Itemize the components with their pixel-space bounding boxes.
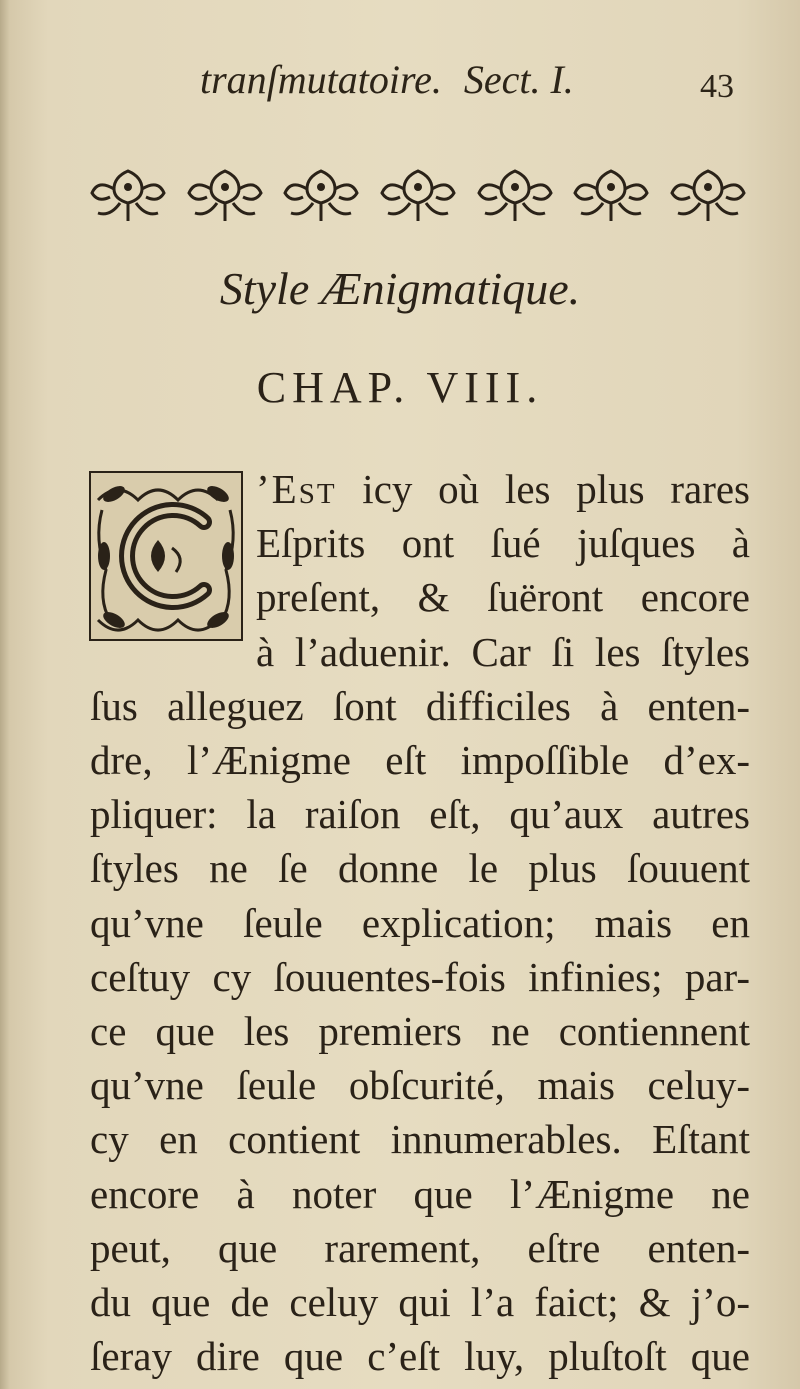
body-line: preſent, & ſuëront encore — [256, 574, 750, 621]
page-number: 43 — [700, 68, 734, 105]
body-line: Eſprits ont ſué juſques à — [256, 520, 750, 567]
fleuron-ornament-band — [88, 155, 748, 235]
style-subtitle: Style Ænigmatique. — [219, 263, 581, 314]
body-line: dre, l’Ænigme eſt impoſſible d’ex- — [90, 737, 750, 784]
body-line: cy en contient innumerables. Eſtant — [90, 1116, 750, 1163]
body-line: pliquer: la raiſon eſt, qu’aux autres — [90, 791, 750, 838]
body-line: peut, que rarement, eſtre enten- — [90, 1224, 750, 1271]
body-line: à l’aduenir. Car ſi les ſtyles — [256, 628, 750, 675]
body-line: ſus alleguez ſont difficiles à enten- — [90, 682, 750, 729]
body-line: ſeray dire que c’eſt luy, pluſtoſt que — [90, 1333, 750, 1380]
fleuron-icon — [571, 163, 651, 227]
body-text — [90, 462, 750, 1383]
body-line: ſtyles ne ſe donne le plus ſouuent — [90, 845, 750, 892]
body-line: ceſtuy cy ſouuentes-fois infinies; par- — [90, 953, 750, 1000]
fleuron-icon — [475, 163, 555, 227]
fleuron-icon — [88, 163, 168, 227]
fleuron-icon — [378, 163, 458, 227]
opening-word: ’Est — [256, 466, 337, 512]
fleuron-icon — [668, 163, 748, 227]
opening-line-text: icy où les plus rares — [336, 466, 750, 512]
fleuron-icon — [281, 163, 361, 227]
body-line: qu’vne ſeule obſcurité, mais celuy- — [90, 1062, 750, 1109]
body-line: encore à noter que l’Ænigme ne — [90, 1170, 750, 1217]
body-line: qu’vne ſeule explication; mais en — [90, 899, 750, 946]
running-title: tranſmutatoire. — [200, 57, 442, 102]
fleuron-icon — [185, 163, 265, 227]
body-line: du que de celuy qui l’a faict; & j’o- — [90, 1279, 750, 1326]
body-line — [90, 462, 750, 516]
running-head — [200, 56, 600, 103]
page-gutter — [0, 0, 10, 1389]
chapter-heading: CHAP. VIII. — [256, 363, 544, 412]
body-line: ce que les premiers ne contiennent — [90, 1008, 750, 1055]
section-label: Sect. I. — [463, 57, 574, 102]
